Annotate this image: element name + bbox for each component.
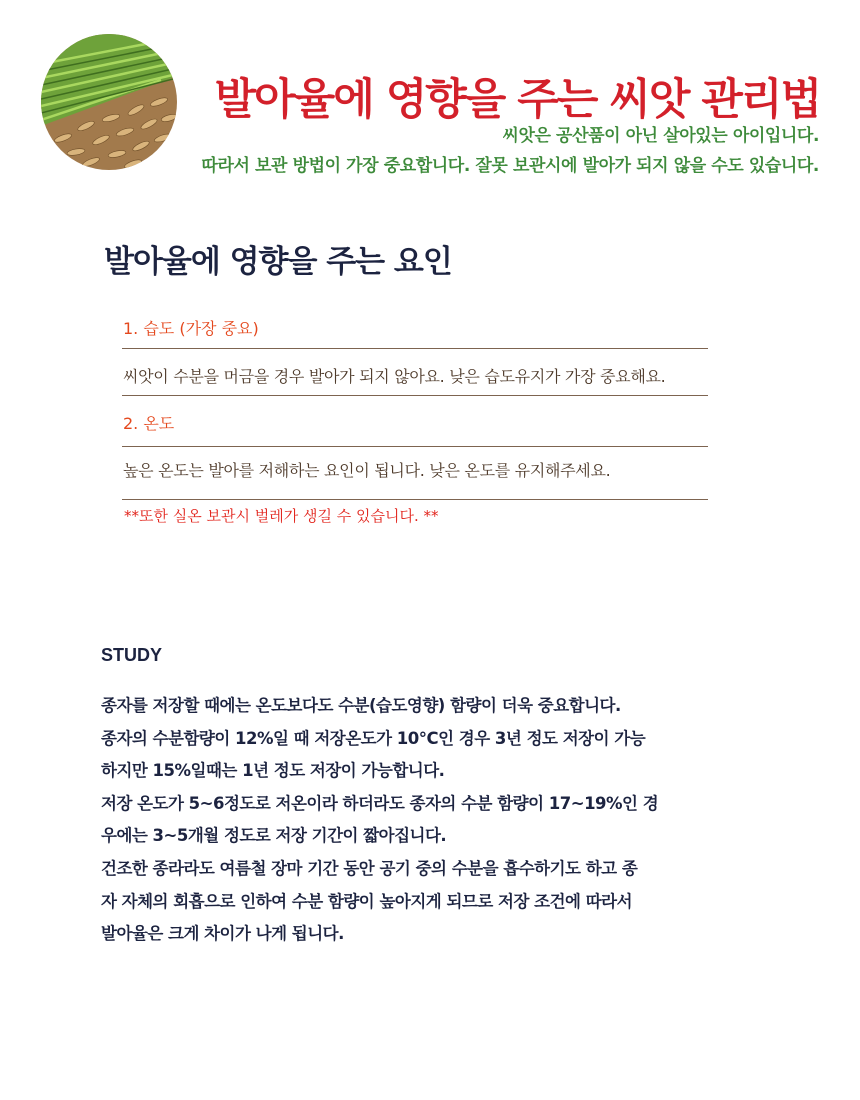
study-line: 발아율은 크게 차이가 나게 됩니다. <box>101 924 344 944</box>
study-line: 자 자체의 회흡으로 인하여 수분 함량이 높아지게 되므로 저장 조건에 따라서 <box>101 891 633 911</box>
page-title: 발아율에 영향을 주는 씨앗 관리법 <box>214 75 820 125</box>
insect-warning-note: **또한 실온 보관시 벌레가 생길 수 있습니다. ** <box>124 507 439 525</box>
factor-1-description: 씨앗이 수분을 머금을 경우 발아가 되지 않아요. 낮은 습도유지가 가장 중요해요. <box>123 367 666 386</box>
divider <box>122 499 708 500</box>
study-line: 종자의 수분함량이 12%일 때 저장온도가 10°C인 경우 3년 정도 저장이 가능 <box>101 728 646 748</box>
study-line: 건조한 종라라도 여름철 장마 기간 동안 공기 중의 수분을 흡수하기도 하고 종 <box>101 858 638 878</box>
rice-seeds-photo <box>41 34 177 170</box>
study-body <box>101 690 741 951</box>
study-line: 종자를 저장할 때에는 온도보다도 수분(습도영향) 함량이 더욱 중요합니다. <box>101 696 621 715</box>
factor-2-description: 높은 온도는 발아를 저해하는 요인이 됩니다. 낮은 온도를 유지해주세요. <box>123 461 611 480</box>
factor-1-title: 1. 습도 (가장 중요) <box>123 319 259 338</box>
study-line: 하지만 15%일때는 1년 정도 저장이 가능합니다. <box>101 761 445 781</box>
divider <box>122 446 708 447</box>
factors-heading: 발아율에 영향을 주는 요인 <box>104 244 452 280</box>
factor-2-title: 2. 온도 <box>123 414 175 433</box>
rice-seeds-illustration <box>41 34 177 170</box>
study-line: 저장 온도가 5~6정도로 저온이라 하더라도 종자의 수분 함량이 17~19%인 경 <box>101 793 659 813</box>
study-line: 우에는 3~5개월 정도로 저장 기간이 짧아집니다. <box>101 826 447 846</box>
divider <box>122 395 708 396</box>
divider <box>122 348 708 349</box>
study-label: STUDY <box>101 645 163 665</box>
subtitle-line-2: 따라서 보관 방법이 가장 중요합니다. 잘못 보관시에 발아가 되지 않을 수도 있습니다. <box>201 156 819 176</box>
subtitle-line-1: 씨앗은 공산품이 아닌 살아있는 아이입니다. <box>502 126 819 146</box>
